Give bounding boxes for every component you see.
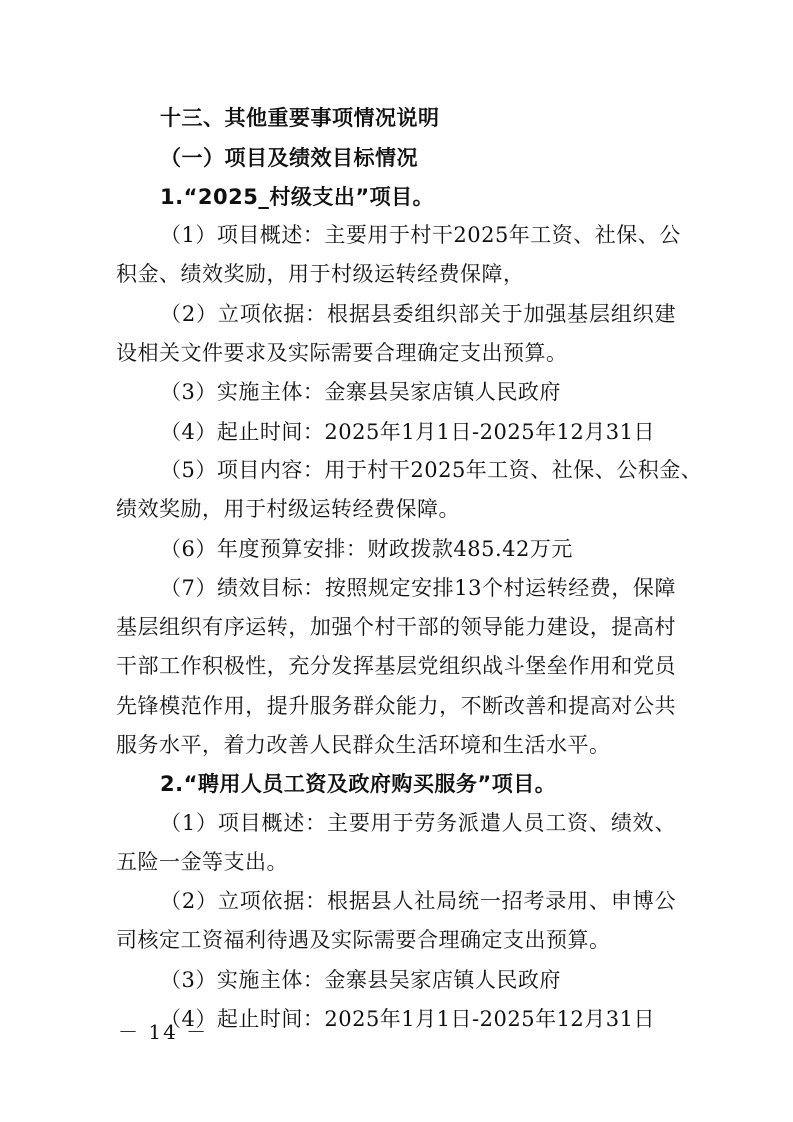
project1-content-line1: （5）项目内容：用于村干2025年工资、社保、公积金、 [160, 458, 703, 482]
project1-budget: （6）年度预算安排：财政拨款485.42万元 [160, 537, 573, 561]
project2-overview-line1: （1）项目概述：主要用于劳务派遣人员工资、绩效、 [160, 811, 676, 835]
subsection-title: （一）项目及绩效目标情况 [160, 146, 418, 170]
project1-overview-line2: 积金、绩效奖励，用于村级运转经费保障， [116, 262, 525, 286]
project1-overview-line1: （1）项目概述：主要用于村干2025年工资、社保、公 [160, 223, 681, 247]
project1-title: 1.“2025_村级支出”项目。 [160, 185, 435, 209]
project1-basis-line1: （2）立项依据：根据县委组织部关于加强基层组织建 [160, 302, 676, 326]
project2-basis-line2: 司核定工资福利待遇及实际需要合理确定支出预算。 [116, 928, 611, 952]
project1-content-line2: 绩效奖励，用于村级运转经费保障。 [116, 497, 460, 521]
project1-goal-line2: 基层组织有序运转，加强个村干部的领导能力建设，提高村 [116, 615, 676, 639]
section-title: 十三、其他重要事项情况说明 [160, 106, 440, 130]
project1-goal-line1: （7）绩效目标：按照规定安排13个村运转经费，保障 [160, 576, 676, 600]
project1-period: （4）起止时间：2025年1月1日-2025年12月31日 [160, 420, 656, 444]
project2-subject: （3）实施主体：金寨县吴家店镇人民政府 [160, 968, 561, 992]
project1-goal-line5: 服务水平，着力改善人民群众生活环境和生活水平。 [116, 733, 611, 757]
project1-goal-line4: 先锋模范作用，提升服务群众能力，不断改善和提高对公共 [116, 694, 676, 718]
project2-period: （4）起止时间：2025年1月1日-2025年12月31日 [160, 1007, 656, 1031]
project1-goal-line3: 干部工作积极性，充分发挥基层党组织战斗堡垒作用和党员 [116, 654, 676, 678]
project2-basis-line1: （2）立项依据：根据县人社局统一招考录用、申博公 [160, 889, 676, 913]
project2-title: 2.“聘用人员工资及政府购买服务”项目。 [160, 772, 557, 796]
project2-overview-line2: 五险一金等支出。 [116, 850, 288, 874]
project1-basis-line2: 设相关文件要求及实际需要合理确定支出预算。 [116, 341, 568, 365]
page-number: － 14 － [118, 1020, 209, 1044]
project1-subject: （3）实施主体：金寨县吴家店镇人民政府 [160, 380, 561, 404]
